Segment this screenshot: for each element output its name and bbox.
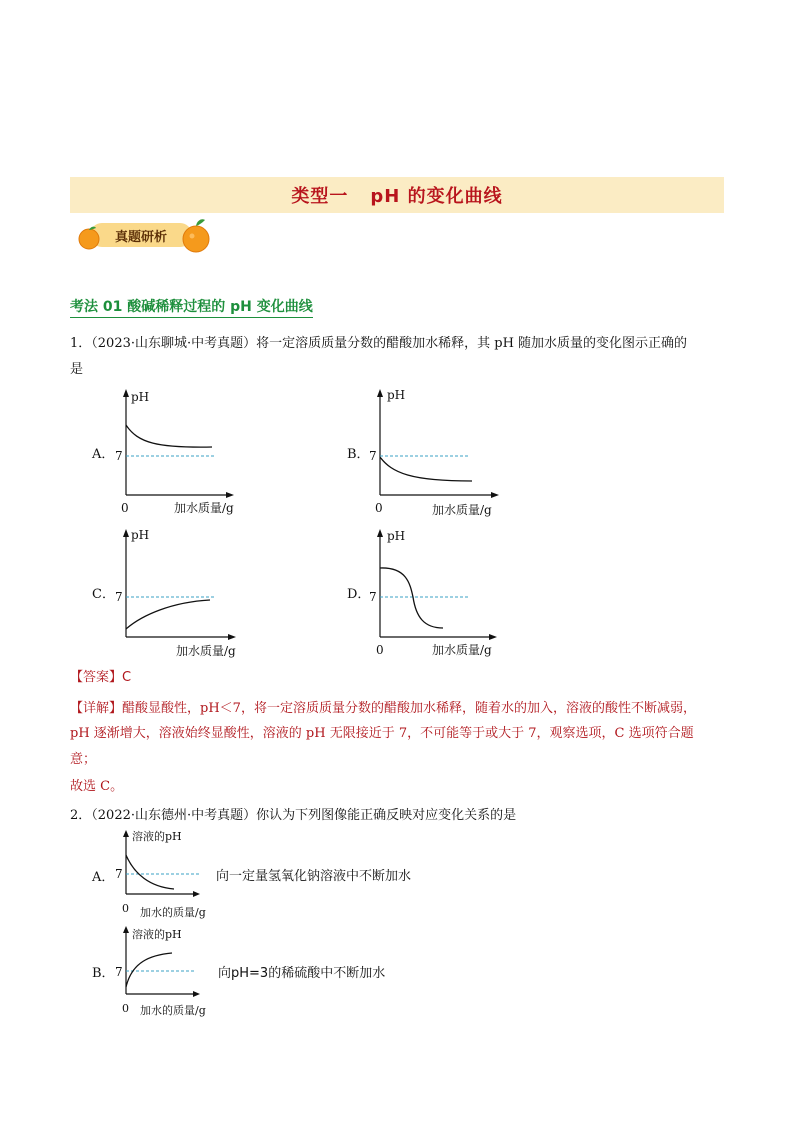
q2-b-origin: 0 xyxy=(122,1002,129,1015)
q1-option-b-graph xyxy=(366,385,506,520)
q1-a-ylabel: pH xyxy=(131,390,150,404)
q1-option-d-graph xyxy=(366,525,506,665)
exam-study-badge xyxy=(74,215,214,257)
q2-b-ylabel: 溶液的pH xyxy=(132,928,182,941)
q2-option-a-label: A． xyxy=(92,870,115,885)
detail-tag: 【详解】 xyxy=(70,701,123,716)
q1-b-ref: 7 xyxy=(369,449,377,463)
q2-b-ref: 7 xyxy=(115,965,123,979)
q2-stem: 2．（2022·山东德州·中考真题）你认为下列图像能正确反映对应变化关系的是 xyxy=(70,808,517,823)
q1-b-xlabel: 加水质量/g xyxy=(432,503,492,517)
q1-detail-line1 xyxy=(70,699,696,719)
q1-d-origin: 0 xyxy=(376,643,384,657)
q2-a-xlabel: 加水的质量/g xyxy=(140,906,206,919)
q2-a-origin: 0 xyxy=(122,902,129,915)
q1-detail-line3: 意； xyxy=(70,752,97,767)
q2-option-b-graph xyxy=(112,924,232,1020)
type-title-prefix: 类型一 xyxy=(291,186,349,207)
q1-conclusion: 故选 C。 xyxy=(70,779,124,794)
q1-c-xlabel: 加水质量/g xyxy=(176,644,236,658)
type-title-band xyxy=(70,177,724,213)
type-title-topic: pH 的变化曲线 xyxy=(370,186,503,207)
q1-c-ref: 7 xyxy=(115,590,123,604)
q2-a-ref: 7 xyxy=(115,867,123,881)
answer-tag: 【答案】 xyxy=(70,670,123,685)
detail-line1-text: 醋酸显酸性，pH＜7，将一定溶质质量分数的醋酸加水稀释，随着水的加入，溶液的酸性不断减弱， xyxy=(122,701,696,716)
q1-b-ylabel: pH xyxy=(387,388,406,402)
q1-option-a-label: A． xyxy=(92,447,115,462)
q1-a-ref: 7 xyxy=(115,449,123,463)
q1-b-origin: 0 xyxy=(375,501,383,515)
q1-a-origin: 0 xyxy=(121,501,129,515)
q1-c-ylabel: pH xyxy=(131,528,150,542)
q1-stem-line1: 1．（2023·山东聊城·中考真题）将一定溶质质量分数的醋酸加水稀释，其 pH 随加水质量的变化图示正确的 xyxy=(70,336,688,351)
badge-label: 真题研析 xyxy=(90,223,192,247)
orange-right-icon xyxy=(180,215,212,255)
q1-option-a-graph xyxy=(112,385,247,520)
q1-a-xlabel: 加水质量/g xyxy=(174,501,234,515)
q2-option-b-label: B． xyxy=(92,966,115,981)
q1-d-ref: 7 xyxy=(369,590,377,604)
q1-option-c-label: C． xyxy=(92,587,115,602)
q2-b-xlabel: 加水的质量/g xyxy=(140,1004,206,1017)
q2-option-a-desc: 向一定量氢氧化钠溶液中不断加水 xyxy=(216,869,412,884)
q2-a-ylabel: 溶液的pH xyxy=(132,830,182,843)
q1-stem-line2: 是 xyxy=(70,362,84,377)
q2-option-b-desc: 向pH=3的稀硫酸中不断加水 xyxy=(218,966,386,981)
q1-detail-line2: pH 逐渐增大，溶液始终显酸性，溶液的 pH 无限接近于 7，不可能等于或大于 7，观察选项，C 选项符合题 xyxy=(70,726,694,741)
answer-value: C xyxy=(122,670,132,685)
orange-left-icon xyxy=(76,225,102,251)
q1-answer xyxy=(70,668,131,688)
q2-option-a-graph xyxy=(112,828,232,920)
section-title: 考法 01 酸碱稀释过程的 pH 变化曲线 xyxy=(70,296,313,318)
q1-d-xlabel: 加水质量/g xyxy=(432,643,492,657)
q1-option-c-graph xyxy=(112,525,252,665)
q1-option-d-label: D． xyxy=(347,587,371,602)
q1-d-ylabel: pH xyxy=(387,529,406,543)
q1-option-b-label: B． xyxy=(347,447,370,462)
